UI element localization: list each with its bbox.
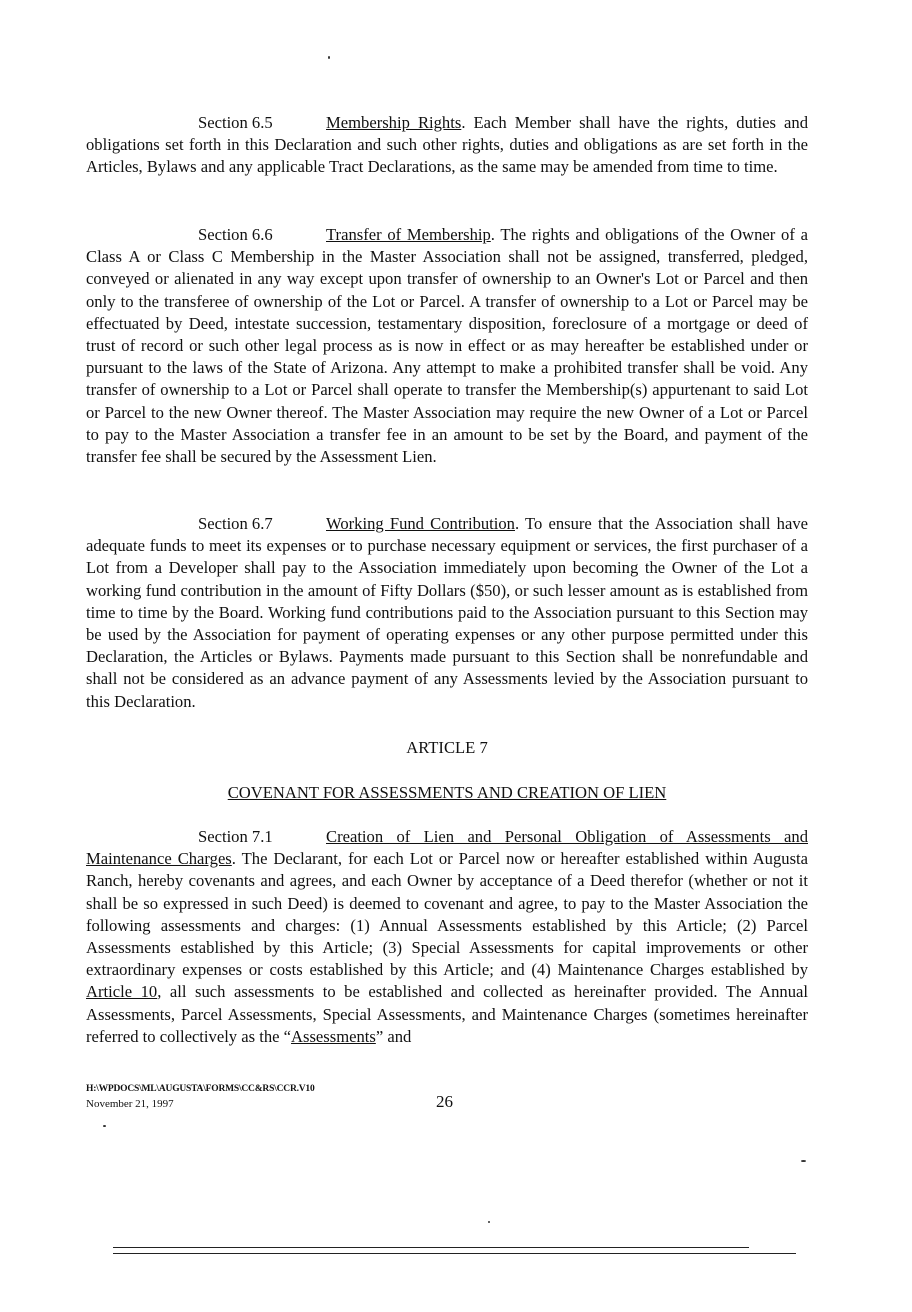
page-number: 26: [436, 1092, 453, 1111]
article-heading: ARTICLE 7: [406, 738, 488, 757]
section-title: Membership Rights: [326, 113, 462, 132]
section-title: Transfer of Membership: [326, 225, 491, 244]
section-body: . To ensure that the Association shall have adequate funds to meet its expenses or to purchase necessary equipment or services, the first purchaser of a Lot from a Developer shall pay to the Association immediately upon becoming the Owner of the Lot a working fund contribution in the amount of Fifty Dollars ($50), or such lesser amount as is established from time to time by the Board. Working fund contributions paid to the Association pursuant to this Section may be used by the Association for payment of operating expenses or any other purpose permitted under this Declaration, the Articles or Bylaws. Payments made pursuant to this Section shall be nonrefundable and shall not be considered as an advance payment of any Assessments levied by the Association pursuant to this Declaration.: [86, 514, 808, 711]
section-body: . The Declarant, for each Lot or Parcel now or hereafter established within Augusta Ranch, hereby covenants and agrees, and each Owner by acceptance of a Deed therefor (whether or not it shall be so expressed in such Deed) is deemed to covenant and agree, to pay to the Master Association the following assessments and charges: (1) Annual Assessments established by this Article; (2) Parcel Assessments established by this Article; (3) Special Assessments for capital improvements or other extraordinary expenses or costs established by this Article; and (4) Maintenance Charges established by: [86, 849, 809, 980]
article-reference: Article 10: [86, 982, 158, 1002]
section-7-1-paragraph: [86, 826, 808, 1048]
section-body: . The rights and obligations of the Owner of a Class A or Class C Membership in the Master Association shall not be assigned, transferred, pledged, conveyed or alienated in any way except upon transfer of ownership to an Owner's Lot or Parcel and then only to the transferee of ownership of the Lot or Parcel. A transfer of ownership to a Lot or Parcel may be effectuated by Deed, intestate succession, testamentary disposition, foreclosure of a mortgage or deed of trust of record or such other legal process as is now in effect or as may hereafter be established under or pursuant to the laws of the State of Arizona. Any attempt to make a prohibited transfer shall be void. Any transfer of ownership to a Lot or Parcel shall operate to transfer the Membership(s) appurtenant to said Lot or Parcel to the new Owner thereof. The Master Association may require the new Owner of a Lot or Parcel to pay to the Master Association a transfer fee in an amount to be set by the Board, and payment of the transfer fee shall be secured by the Assessment Lien.: [86, 225, 808, 467]
section-body: . Each Member shall have the rights, duties and obligations set forth in this Declaration and such other rights, duties and obligations as are set forth in the Articles, Bylaws and any applicable Tract Declarations, as the same may be amended from time to time.: [86, 113, 808, 177]
bottom-rule: [113, 1253, 796, 1254]
defined-term: Assessments: [291, 1026, 376, 1046]
section-title: Working Fund Contribution: [326, 514, 515, 533]
article-title: COVENANT FOR ASSESSMENTS AND CREATION OF LIEN: [227, 783, 667, 802]
section-6-6-paragraph: [86, 224, 808, 468]
section-title: Creation of Lien and Personal Obligation of Assessments and Maintenance Charges: [86, 827, 808, 869]
section-body-continued: , all such assessments to be established and collected as hereinafter provided. The Annual Assessments, Parcel Assessments, Special Assessments, and Maintenance Charges (sometimes hereinafter referred to collectively as the “: [86, 982, 808, 1046]
bottom-rule: [113, 1247, 749, 1248]
scan-speck: [488, 1221, 490, 1223]
scan-speck: [801, 1160, 806, 1162]
footer-date: November 21, 1997: [86, 1098, 174, 1110]
section-number: Section 6.5: [198, 113, 273, 132]
footer-file-path: H:\WPDOCS\ML\AUGUSTA\FORMS\CC&RS\CCR.V10: [86, 1084, 315, 1094]
scan-speck: [103, 1125, 106, 1127]
section-body-end: ” and: [375, 1026, 412, 1046]
section-number: Section 6.7: [198, 514, 273, 533]
section-6-7-paragraph: [86, 513, 808, 713]
scan-speck: [328, 56, 330, 59]
section-number: Section 6.6: [198, 225, 273, 244]
section-6-5-paragraph: [86, 112, 808, 179]
section-number: Section 7.1: [198, 827, 273, 846]
